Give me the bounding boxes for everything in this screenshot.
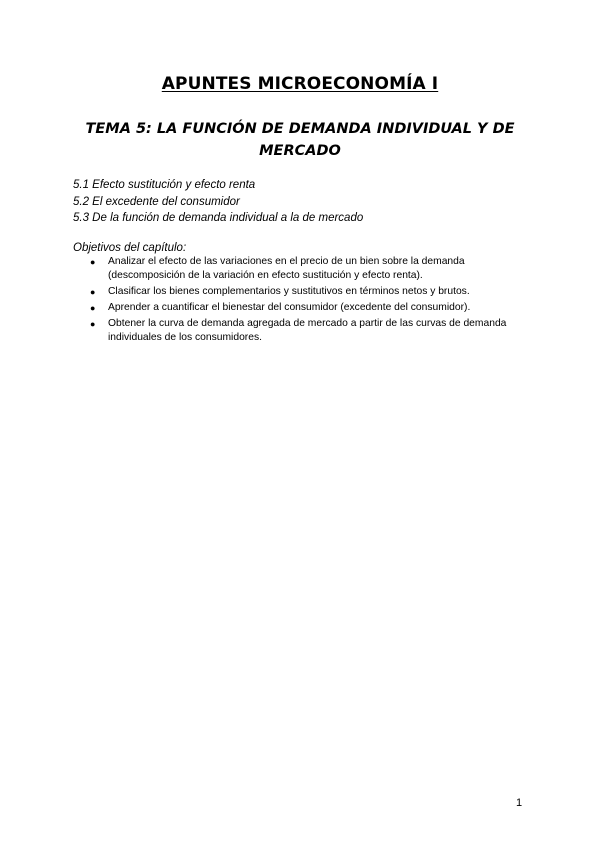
toc-item: 5.2 El excedente del consumidor <box>73 195 240 208</box>
list-item <box>90 255 520 283</box>
objective-text: Analizar el efecto de las variaciones en el precio de un bien sobre la demanda (descomposición de la variación en efecto sustitución y efecto renta). <box>108 256 465 281</box>
list-item <box>90 317 520 345</box>
objective-text: Obtener la curva de demanda agregada de mercado a partir de las curvas de demanda individuales de los consumidores. <box>108 318 507 343</box>
table-of-contents <box>73 177 363 227</box>
toc-item: 5.3 De la función de demanda individual a la de mercado <box>73 212 364 224</box>
objective-text: Aprender a cuantificar el bienestar del consumidor (excedente del consumidor). <box>108 302 471 313</box>
list-item <box>90 301 520 315</box>
bullet-icon: ● <box>90 257 96 267</box>
document-title: APUNTES MICROECONOMÍA I <box>161 74 439 94</box>
toc-item: 5.1 Efecto sustitución y efecto renta <box>73 179 256 191</box>
page-number: 1 <box>516 797 523 809</box>
list-item <box>90 285 520 299</box>
objectives-list <box>90 255 520 347</box>
bullet-icon: ● <box>90 287 96 297</box>
bullet-icon: ● <box>90 319 96 329</box>
objectives-heading: Objetivos del capítulo: <box>73 242 187 254</box>
chapter-title: TEMA 5: LA FUNCIÓN DE DEMANDA INDIVIDUAL Y DE MERCADO <box>85 121 515 159</box>
objective-text: Clasificar los bienes complementarios y sustitutivos en términos netos y brutos. <box>108 286 470 297</box>
bullet-icon: ● <box>90 303 96 313</box>
